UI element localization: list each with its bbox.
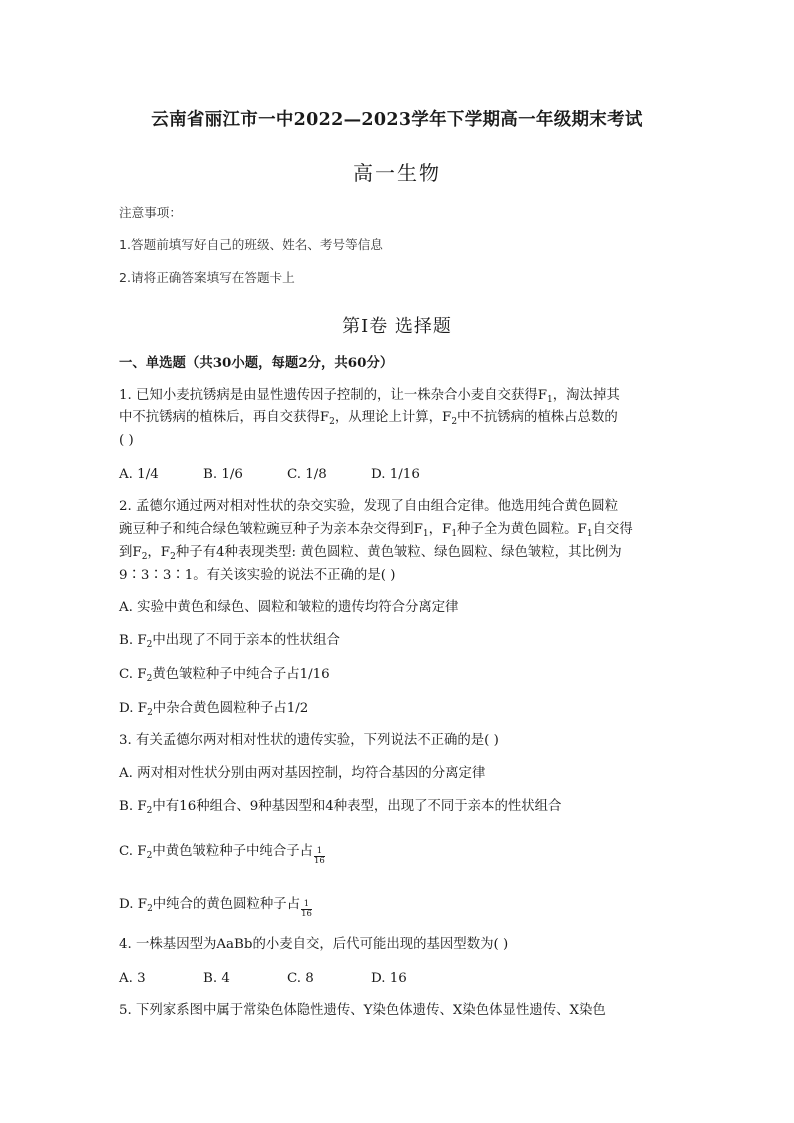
notes-heading: 注意事项：: [119, 205, 182, 220]
q4-option-b[interactable]: B. 4: [203, 971, 230, 986]
q1-option-d[interactable]: D. 1/16: [371, 467, 420, 482]
part-title: 第Ⅰ卷 选择题: [342, 316, 452, 337]
note-item-1: 1.答题前填写好自己的班级、姓名、考号等信息: [119, 237, 383, 252]
q3-option-c[interactable]: C. $F_2$中黄色皱粒种子中纯合子占 $\frac{1}{16}$: [119, 844, 325, 866]
q4-stem: 4. 一株基因型为AaBb的小麦自交，后代可能出现的基因型数为( ): [119, 937, 509, 952]
q4-options: [119, 969, 455, 989]
q2-line-3: 到$F_2$，$F_2$种子有4种表现类型: 黄色圆粒、黄色皱粒、绿色圆粒、绿色皱粒，其比例为: [119, 545, 622, 562]
q1-options: [119, 465, 455, 485]
q3-option-a[interactable]: A. 两对相对性状分别由两对基因控制，均符合基因的分离定律: [119, 766, 486, 781]
q3-option-b[interactable]: B. $F_2$中有16种组合、9种基因型和4种表型，出现了不同于亲本的性状组合: [119, 799, 562, 816]
q2-line-4: 9∶3∶3∶1。有关该实验的说法不正确的是( ): [119, 568, 396, 583]
q1-option-c[interactable]: C. 1/8: [287, 467, 327, 482]
q2-option-a[interactable]: A. 实验中黄色和绿色、圆粒和皱粒的遗传均符合分离定律: [119, 600, 459, 615]
q2-line-2: 豌豆种子和纯合绿色皱粒豌豆种子为亲本杂交得到$F_1$，$F_1$种子全为黄色圆粒。$F_1$自交得: [119, 522, 633, 539]
section-heading: 一、单选题（共30小题，每题2分，共60分）: [119, 355, 394, 371]
q2-option-b[interactable]: B. $F_2$中出现了不同于亲本的性状组合: [119, 633, 340, 650]
q2-option-d[interactable]: D. $F_2$中杂合黄色圆粒种子占1/2: [119, 701, 309, 718]
subject-title: 高一生物: [353, 161, 441, 185]
q1-line-1: 1. 已知小麦抗锈病是由显性遗传因子控制的，让一株杂合小麦自交获得$F_1$，淘汰掉其: [119, 388, 620, 405]
q1-line-2: 中不抗锈病的植株后，再自交获得$F_2$，从理论上计算，$F_2$中不抗锈病的植株占总数的: [119, 410, 618, 427]
q4-option-d[interactable]: D. 16: [371, 971, 407, 986]
fraction-one-sixteenth: $\frac{1}{16}$: [314, 846, 325, 866]
q3-option-d[interactable]: D. $F_2$中纯合的黄色圆粒种子占 $\frac{1}{16}$: [119, 897, 312, 919]
exam-title: 云南省丽江市一中2022—2023学年下学期高一年级期末考试: [151, 110, 643, 130]
q4-option-c[interactable]: C. 8: [287, 971, 314, 986]
q5-stem: 5. 下列家系图中属于常染色体隐性遗传、Y染色体遗传、X染色体显性遗传、X染色: [119, 1003, 606, 1018]
q1-answer-paren: ( ): [119, 433, 134, 448]
q2-option-c[interactable]: C. $F_2$黄色皱粒种子中纯合子占1/16: [119, 667, 330, 684]
note-item-2: 2.请将正确答案填写在答题卡上: [119, 270, 295, 285]
q4-option-a[interactable]: A. 3: [119, 971, 146, 986]
fraction-one-sixteenth: $\frac{1}{16}$: [301, 899, 312, 919]
q2-line-1: 2. 孟德尔通过两对相对性状的杂交实验，发现了自由组合定律。他选用纯合黄色圆粒: [119, 499, 619, 514]
q1-option-b[interactable]: B. 1/6: [203, 467, 243, 482]
q3-stem: 3. 有关孟德尔两对相对性状的遗传实验，下列说法不正确的是( ): [119, 733, 499, 748]
q1-option-a[interactable]: A. 1/4: [119, 467, 159, 482]
